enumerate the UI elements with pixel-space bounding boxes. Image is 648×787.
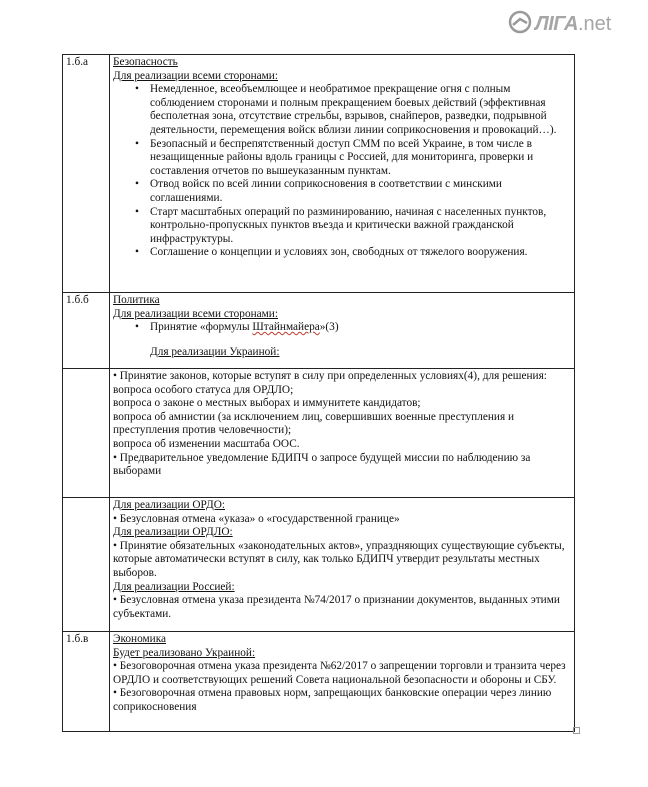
paragraph: • Принятие законов, которые вступят в силу при определенных условиях(4), для решения: [113,370,547,382]
row-number: 1.б.в [63,632,110,732]
row-content [110,498,575,632]
row-number: 1.б.а [63,55,110,293]
section-subtitle: Для реализации ОРДО: [113,499,225,511]
section-subtitle: Для реализации Украиной: [150,345,280,358]
row-number [63,498,110,632]
globe-icon [508,10,532,34]
section-title: Экономика [113,633,167,645]
spellcheck-word: Штайнмайера [252,321,320,334]
list-item: • Отвод войск по всей линии соприкосновения в соответствии с минскими соглашениями. [150,178,571,205]
list-item: • Немедленное, всеобъемлющее и необратимое прекращение огня с полным соблюдением сторонами и полным прекращением боевых действий (эффективная бесполетная зона, отсутствие стрельбы, взрывов, снайперов, разведки, подрывной деятельности, перемещения войск вблизи линии соприкосновения и провокаций…). [150,83,571,137]
table-row-economy [63,632,575,732]
paragraph: вопроса об амнистии (за исключением лиц, совершивших военные преступления и преступления против человечности); [113,410,515,437]
list-item: • Старт масштабных операций по разминированию, начиная с населенных пунктов, контрольно-пропускных пунктов въезда и критически важной гражданской инфраструктуры. [150,206,571,247]
list-item: • Безопасный и беспрепятственный доступ СММ по всей Украине, в том числе в незащищенные районы вдоль границы с Россией, для мониторинга, проверки и составления отчетов по вышеуказанным пунктам. [150,138,571,179]
paragraph: • Принятие обязательных «законодательных актов», упраздняющих существующие субъекты, которые автоматически вступят в силу, как только БДИПЧ утвердит результаты местных выборов. [113,539,565,579]
row-content [110,632,575,732]
logo-text [535,13,611,36]
section-subtitle: Для реализации всеми сторонами: [113,69,278,82]
table-row-politics [63,293,575,369]
bullet-list [113,321,571,335]
logo-brand: ЛІГА [535,13,578,35]
row-number: 1.б.б [63,293,110,369]
table-row-laws [63,369,575,498]
section-subtitle: Для реализации Россией: [113,580,235,593]
section-subtitle: Для реализации всеми сторонами: [113,307,278,320]
bullet-list [113,83,571,260]
paragraph: • Безоговорочная отмена указа президента №62/2017 о запрещении торговли и транзита через ОРДЛО и соответствующих решений Совета национальной безопасности и обороны и СБУ. [113,660,566,686]
logo-suffix: .net [578,13,612,35]
row-content [110,55,575,293]
table-row-security [63,55,575,293]
paragraph: • Безусловная отмена «указа» о «государственной границе» [113,512,400,525]
paragraph: • Безусловная отмена указа президента №74/2017 о признании документов, выданных этими субъектами. [113,594,560,620]
row-number [63,369,110,498]
row-content [110,293,575,369]
text-fragment: »(3) [319,321,339,334]
paragraph: вопроса об изменении масштаба ООС. [113,437,300,450]
paragraph: вопроса о законе о местных выборах и иммунитете кандидатов; [113,397,421,410]
liga-logo [508,10,640,40]
paragraph: вопроса особого статуса для ОРДЛО; [113,383,294,396]
table-end-marker [573,727,580,734]
paragraph: • Предварительное уведомление БДИПЧ о запросе будущей миссии по наблюдению за выборами [113,451,531,478]
list-item: • Соглашение о концепции и условиях зон, свободных от тяжелого вооружения. [150,246,571,260]
paragraph: • Безоговорочная отмена правовых норм, запрещающих банковские операции через линию соприкосновения [113,687,552,713]
section-subtitle: Будет реализовано Украиной: [113,646,256,659]
row-content [110,369,575,498]
section-title: Безопасность [113,56,178,68]
table-row-ordo [63,498,575,632]
section-subtitle: Для реализации ОРДЛО: [113,526,233,539]
section-title: Политика [113,294,160,306]
list-item [150,321,571,335]
plan-table [62,54,575,732]
text-fragment: Принятие «формулы [150,321,253,334]
